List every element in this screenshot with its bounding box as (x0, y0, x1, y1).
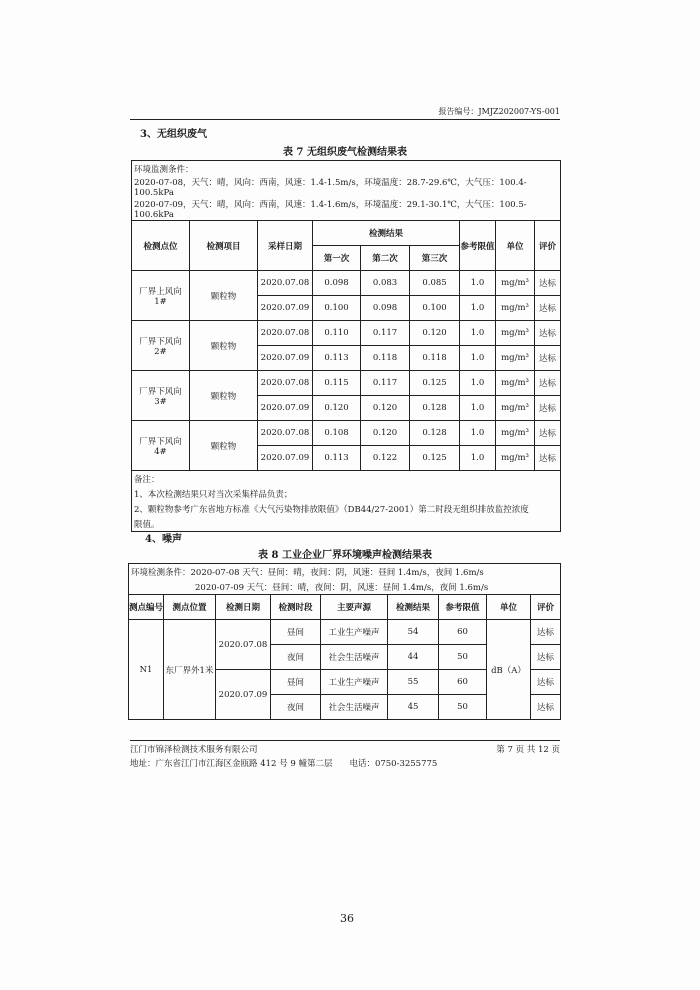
table-cell: 2020.07.08 (258, 321, 313, 346)
table-cell: 达标 (535, 271, 561, 296)
table-cell: 0.120 (361, 421, 410, 446)
table-cell: 颗粒物 (190, 421, 258, 471)
col-header: 第二次 (361, 246, 410, 271)
table-cell: 0.125 (410, 446, 460, 471)
point-cell (132, 421, 190, 471)
table-cell: 达标 (531, 620, 561, 645)
table-cell: 54 (388, 620, 439, 645)
table-cell: 2020.07.08 (258, 421, 313, 446)
table-cell: 工业生产噪声 (321, 670, 388, 695)
table-row (132, 271, 561, 296)
point-number: 2# (154, 346, 167, 357)
table-cell: 2020.07.09 (258, 396, 313, 421)
table-cell: 44 (388, 645, 439, 670)
table-cell: 1.0 (460, 346, 496, 371)
table-cell: 0.120 (410, 321, 460, 346)
table-cell: 达标 (531, 645, 561, 670)
report-number: 报告编号：JMJZ202007-YS-001 (130, 106, 560, 120)
table-cell: mg/m³ (496, 446, 535, 471)
table-cell: 1.0 (460, 271, 496, 296)
table-cell: 0.117 (361, 321, 410, 346)
table-cell: 达标 (535, 396, 561, 421)
col-header: 第一次 (313, 246, 361, 271)
col-header: 单位 (487, 595, 531, 620)
table-cell: 2020.07.09 (258, 346, 313, 371)
table-cell: 颗粒物 (190, 371, 258, 421)
table-cell: 工业生产噪声 (321, 620, 388, 645)
table-cell: 0.110 (313, 321, 361, 346)
company-name: 江门市锦泽检测技术服务有限公司 (130, 745, 258, 755)
point-cell (132, 271, 190, 321)
table-cell: 达标 (535, 296, 561, 321)
footer (130, 740, 560, 771)
point-number: 1# (154, 296, 167, 307)
conditions-line: 环境检测条件：2020-07-08 天气：昼间：晴，夜间：阴，风速：昼间 1.4m/s，夜间 1.6m/s (129, 564, 561, 580)
table-cell: 45 (388, 695, 439, 720)
table-cell: mg/m³ (496, 421, 535, 446)
note-line: 限值。 (132, 516, 561, 532)
col-header: 参考限值 (460, 221, 496, 271)
table-cell: 1.0 (460, 421, 496, 446)
table-row (132, 321, 561, 346)
table-cell: 0.098 (361, 296, 410, 321)
point-number: 3# (154, 396, 167, 407)
table-cell: dB（A） (487, 620, 531, 720)
table-cell: 颗粒物 (190, 271, 258, 321)
table-cell: 达标 (535, 371, 561, 396)
point-cell (132, 371, 190, 421)
table-cell: 1.0 (460, 446, 496, 471)
table-cell: N1 (129, 620, 164, 720)
note-line: 1、本次检测结果只对当次采集样品负责； (132, 486, 561, 501)
col-header: 第三次 (410, 246, 460, 271)
table-cell: 达标 (535, 346, 561, 371)
table-cell: mg/m³ (496, 321, 535, 346)
table-row (129, 620, 561, 645)
page-info: 第 7 页 共 12 页 (496, 745, 560, 755)
table-cell: 0.128 (410, 396, 460, 421)
table-cell: 0.128 (410, 421, 460, 446)
table-cell: 0.120 (361, 396, 410, 421)
table-cell: 0.122 (361, 446, 410, 471)
table-cell: 达标 (535, 446, 561, 471)
table-cell: 1.0 (460, 396, 496, 421)
table-cell: 夜间 (271, 695, 321, 720)
table-cell: 55 (388, 670, 439, 695)
table-cell: 社会生活噪声 (321, 695, 388, 720)
table-cell: 颗粒物 (190, 321, 258, 371)
table-cell: mg/m³ (496, 346, 535, 371)
table-cell: 2020.07.08 (258, 371, 313, 396)
table-cell: 东厂界外1米 (164, 620, 216, 720)
table-cell: 0.120 (313, 396, 361, 421)
col-header: 检测时段 (271, 595, 321, 620)
table-cell: 0.118 (410, 346, 460, 371)
address: 地址：广东省江门市江海区金瓯路 412 号 9 幢第二层 电话：0750-3255775 (130, 759, 438, 769)
col-header: 检测结果 (388, 595, 439, 620)
table-cell: 0.108 (313, 421, 361, 446)
point-name: 厂界上风向 (139, 286, 182, 297)
table-cell: 2020.07.09 (258, 296, 313, 321)
notes-label: 备注： (132, 471, 561, 487)
table-cell: 0.083 (361, 271, 410, 296)
table-cell: 0.098 (313, 271, 361, 296)
point-name: 厂界下风向 (139, 436, 182, 447)
table-cell: mg/m³ (496, 371, 535, 396)
table-cell: 60 (439, 620, 487, 645)
table-row (132, 371, 561, 396)
point-name: 厂界下风向 (139, 386, 182, 397)
point-number: 4# (154, 446, 167, 457)
table-cell: 0.115 (313, 371, 361, 396)
conditions-line: 2020-07-09，天气：晴，风向：西南，风速：1.4-1.6m/s，环境温度：29.1-30.1℃，大气压：100.5-100.6kPa (132, 198, 561, 221)
table-cell: 50 (439, 695, 487, 720)
col-header: 单位 (496, 221, 535, 271)
col-header: 检测结果 (313, 221, 460, 246)
table-row (132, 421, 561, 446)
table-cell: 夜间 (271, 645, 321, 670)
table-cell: 0.117 (361, 371, 410, 396)
col-header: 采样日期 (258, 221, 313, 271)
conditions-line: 2020-07-08，天气：晴，风向：西南，风速：1.4-1.5m/s，环境温度：28.7-29.6℃，大气压：100.4-100.5kPa (132, 176, 561, 198)
table-cell: 0.113 (313, 346, 361, 371)
table-cell: mg/m³ (496, 396, 535, 421)
table-cell: 达标 (531, 670, 561, 695)
table-7-title: 表 7 无组织废气检测结果表 (283, 147, 407, 158)
table-cell: 0.085 (410, 271, 460, 296)
col-header: 检测项目 (190, 221, 258, 271)
table-cell: 2020.07.08 (216, 620, 271, 670)
table-cell: 达标 (535, 421, 561, 446)
table-cell: 达标 (531, 695, 561, 720)
table-8-title: 表 8 工业企业厂界环境噪声检测结果表 (258, 550, 432, 561)
col-header: 检测点位 (132, 221, 190, 271)
note-line: 2、颗粒物参考广东省地方标准《大气污染物排放限值》（DB44/27-2001）第二时段无组织排放监控浓度 (132, 501, 561, 516)
table-cell: 0.125 (410, 371, 460, 396)
table-cell: 0.100 (410, 296, 460, 321)
section-4-title: 4、噪声 (145, 534, 182, 545)
table-cell: 0.118 (361, 346, 410, 371)
col-header: 参考限值 (439, 595, 487, 620)
table-cell: 0.113 (313, 446, 361, 471)
table-cell: 1.0 (460, 296, 496, 321)
table-cell: 50 (439, 645, 487, 670)
page-number: 36 (340, 912, 354, 925)
conditions-label: 环境监测条件： (132, 161, 561, 177)
conditions-line: 2020-07-09 天气：昼间：晴，夜间：阴，风速：昼间 1.4m/s，夜间 1.6m/s (129, 579, 561, 595)
col-header: 评价 (535, 221, 561, 271)
col-header: 主要声源 (321, 595, 388, 620)
table-cell: 1.0 (460, 321, 496, 346)
table-8 (128, 563, 561, 720)
table-cell: 2020.07.08 (258, 271, 313, 296)
table-cell: 1.0 (460, 371, 496, 396)
table-cell: 2020.07.09 (216, 670, 271, 720)
col-header: 测点编号 (129, 595, 164, 620)
point-name: 厂界下风向 (139, 336, 182, 347)
table-cell: mg/m³ (496, 296, 535, 321)
table-cell: 0.100 (313, 296, 361, 321)
table-cell: 2020.07.09 (258, 446, 313, 471)
section-3-title: 3、无组织废气 (140, 129, 207, 140)
col-header: 检测日期 (216, 595, 271, 620)
table-7 (131, 160, 561, 532)
table-cell: 昼间 (271, 670, 321, 695)
col-header: 评价 (531, 595, 561, 620)
col-header: 测点位置 (164, 595, 216, 620)
table-cell: 60 (439, 670, 487, 695)
point-cell (132, 321, 190, 371)
table-cell: 昼间 (271, 620, 321, 645)
table-cell: 社会生活噪声 (321, 645, 388, 670)
table-cell: 达标 (535, 321, 561, 346)
table-cell: mg/m³ (496, 271, 535, 296)
